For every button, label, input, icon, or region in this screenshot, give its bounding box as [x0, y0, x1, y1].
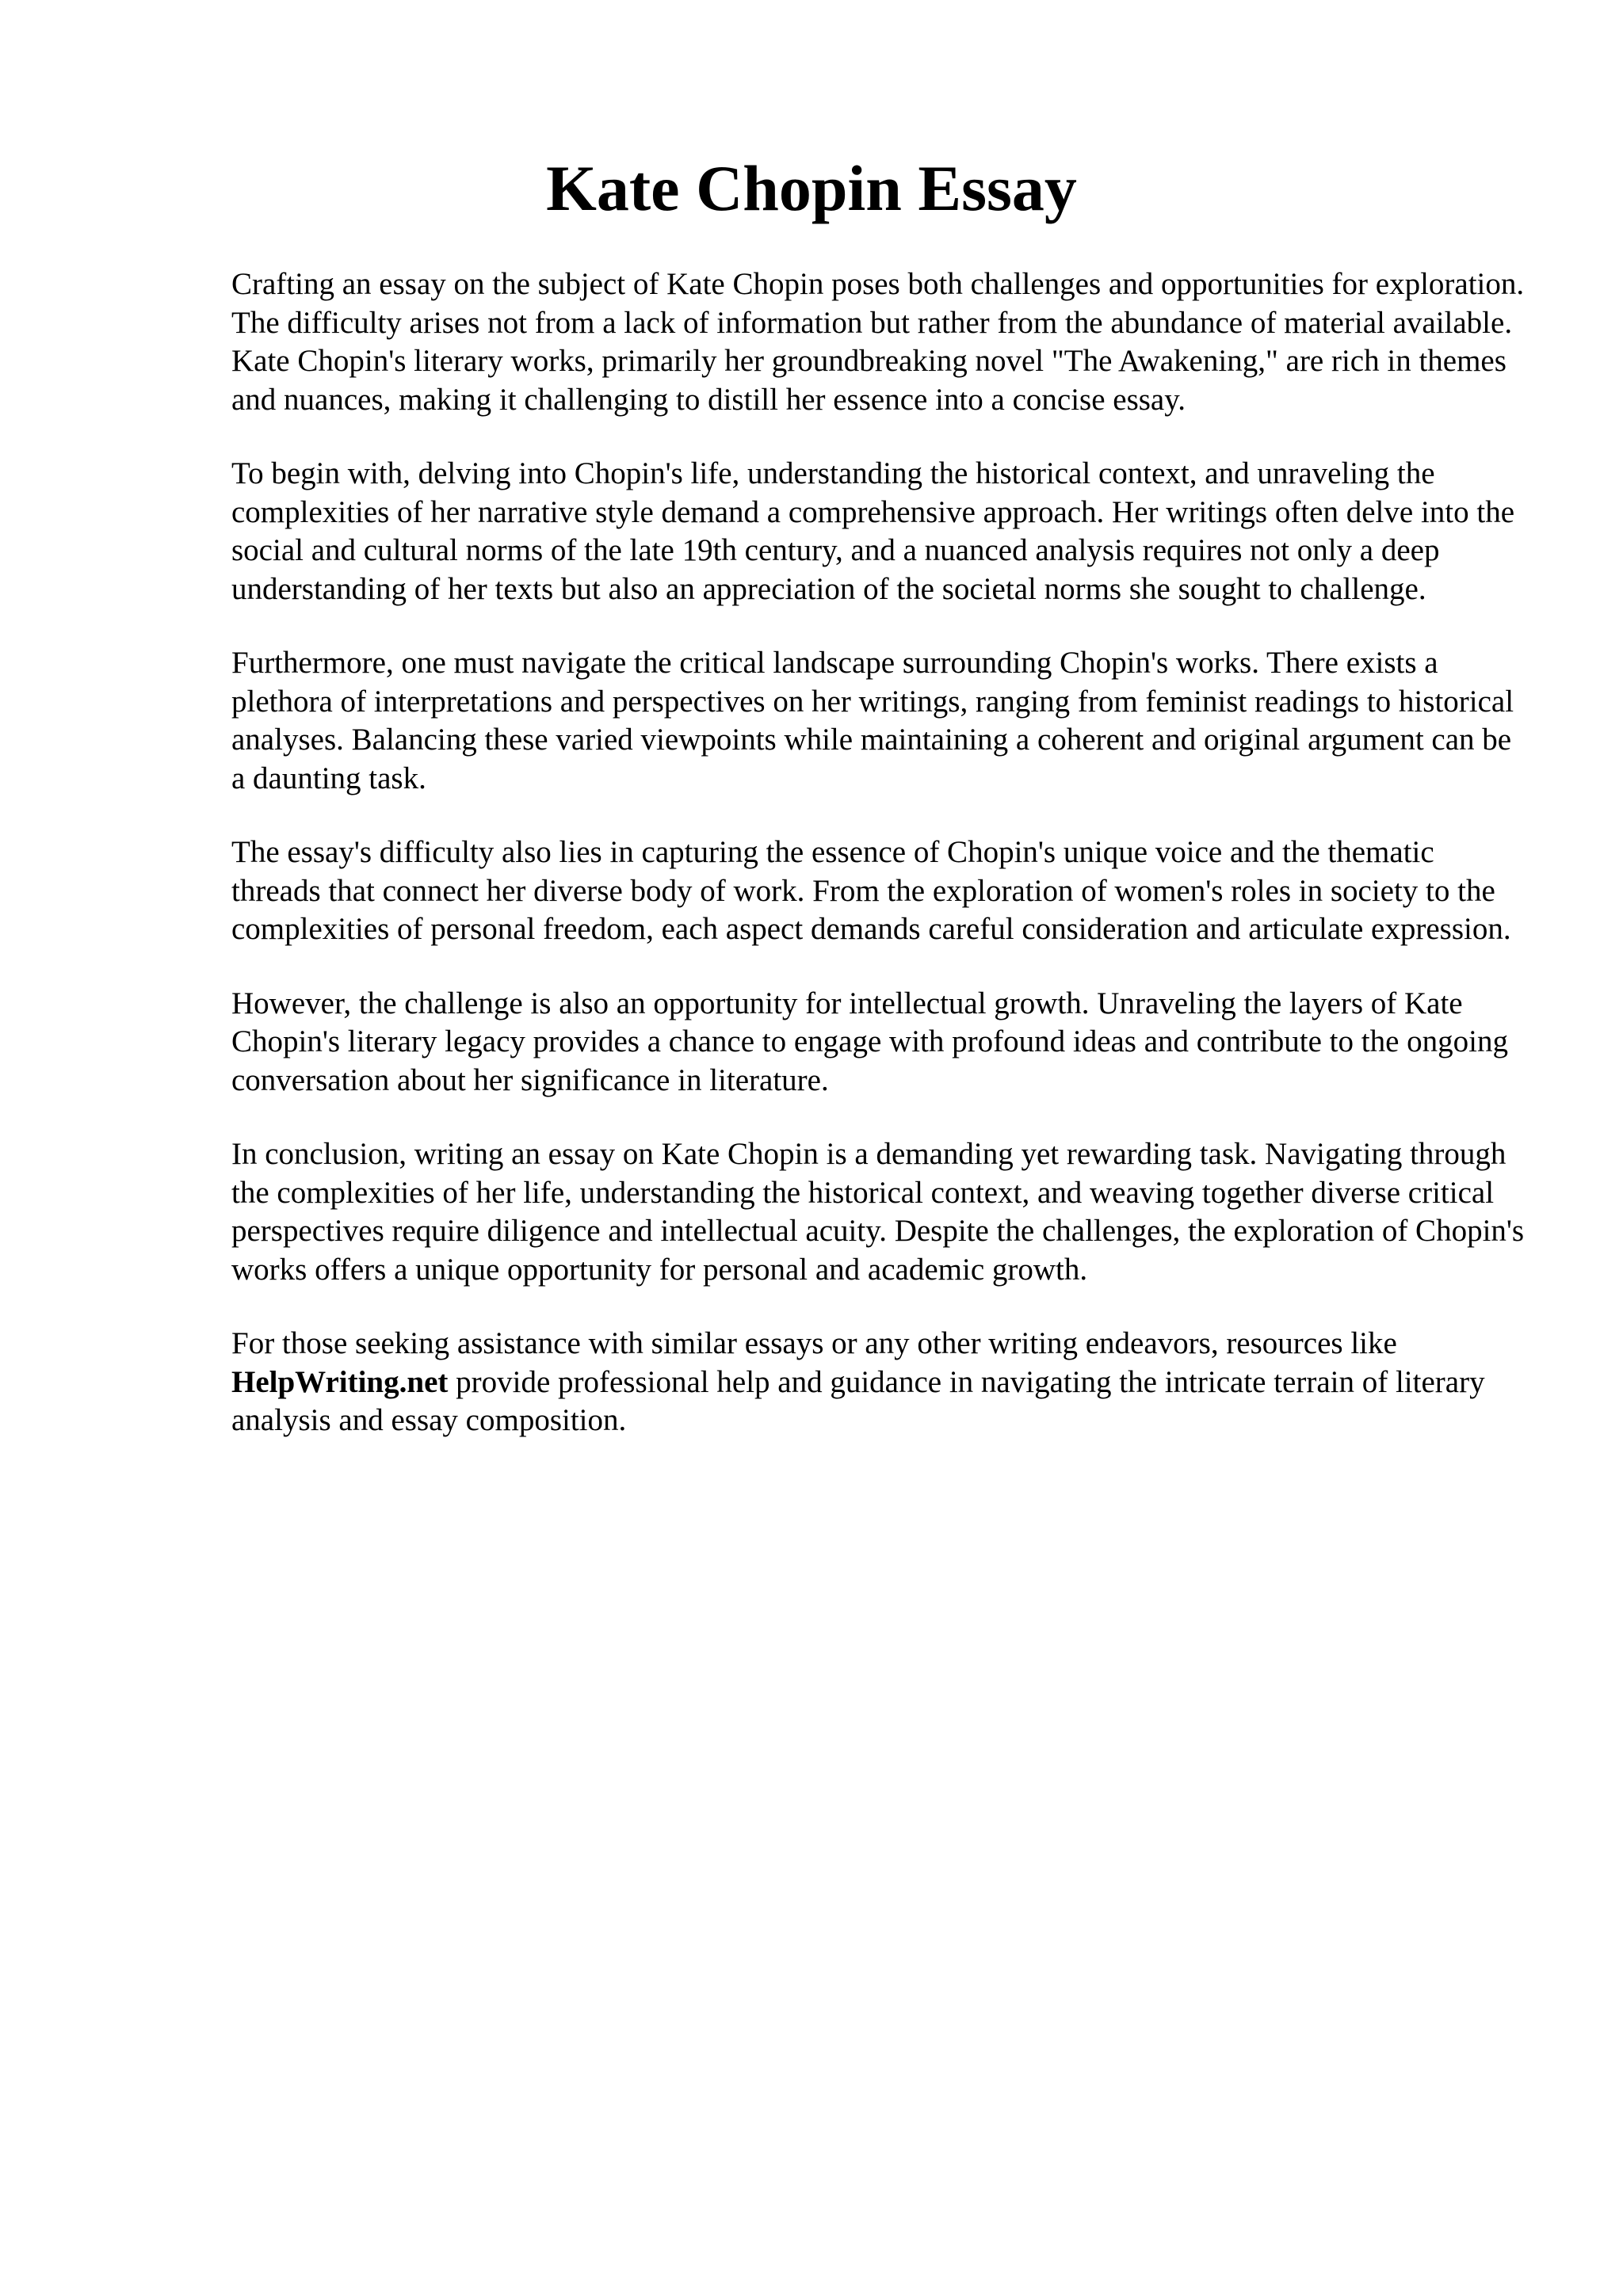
paragraph-3: Furthermore, one must navigate the critical landscape surrounding Chopin's works. There exists a plethora of interpretations and perspectives on her writings, ranging from feminist readings to historical analyses. Balancing these varied viewpoints while maintaining a coherent and original argument can be a daunting task.: [231, 646, 1514, 795]
paragraph-5: However, the challenge is also an opportunity for intellectual growth. Unraveling the layers of Kate Chopin's literary legacy provides a chance to engage with profound ideas and contribute to the ongoing conversation about her significance in literature.: [231, 986, 1508, 1097]
closing-paragraph: [231, 1325, 1531, 1440]
page-title: Kate Chopin Essay: [546, 152, 1077, 224]
closing-text-before: For those seeking assistance with similar essays or any other writing endeavors, resources like: [231, 1326, 1397, 1360]
paragraph-4: The essay's difficulty also lies in capturing the essence of Chopin's unique voice and the thematic threads that connect her diverse body of work. From the exploration of women's roles in society to the complexities of personal freedom, each aspect demands careful consideration and articulate expression.: [231, 835, 1511, 946]
essay-body: [231, 265, 1531, 1476]
paragraph-2: To begin with, delving into Chopin's life, understanding the historical context, and unraveling the complexities of her narrative style demand a comprehensive approach. Her writings often delve into the social and cultural norms of the late 19th century, and a nuanced analysis requires not only a deep understanding of her texts but also an appreciation of the societal norms she sought to challenge.: [231, 456, 1515, 606]
closing-text-after: provide professional help and guidance in navigating the intricate terrain of literary analysis and essay composition.: [231, 1364, 1485, 1437]
paragraph-1: Crafting an essay on the subject of Kate Chopin poses both challenges and opportunities for exploration. The difficulty arises not from a lack of information but rather from the abundance of material available. Kate Chopin's literary works, primarily her groundbreaking novel "The Awakening," are rich in themes and nuances, making it challenging to distill her essence into a concise essay.: [231, 267, 1525, 417]
brand-name: HelpWriting.net: [231, 1364, 449, 1399]
paragraph-6: In conclusion, writing an essay on Kate Chopin is a demanding yet rewarding task. Navigating through the complexities of her life, understanding the historical context, and weaving together diverse critical perspectives require diligence and intellectual acuity. Despite the challenges, the exploration of Chopin's works offers a unique opportunity for personal and academic growth.: [231, 1137, 1525, 1287]
